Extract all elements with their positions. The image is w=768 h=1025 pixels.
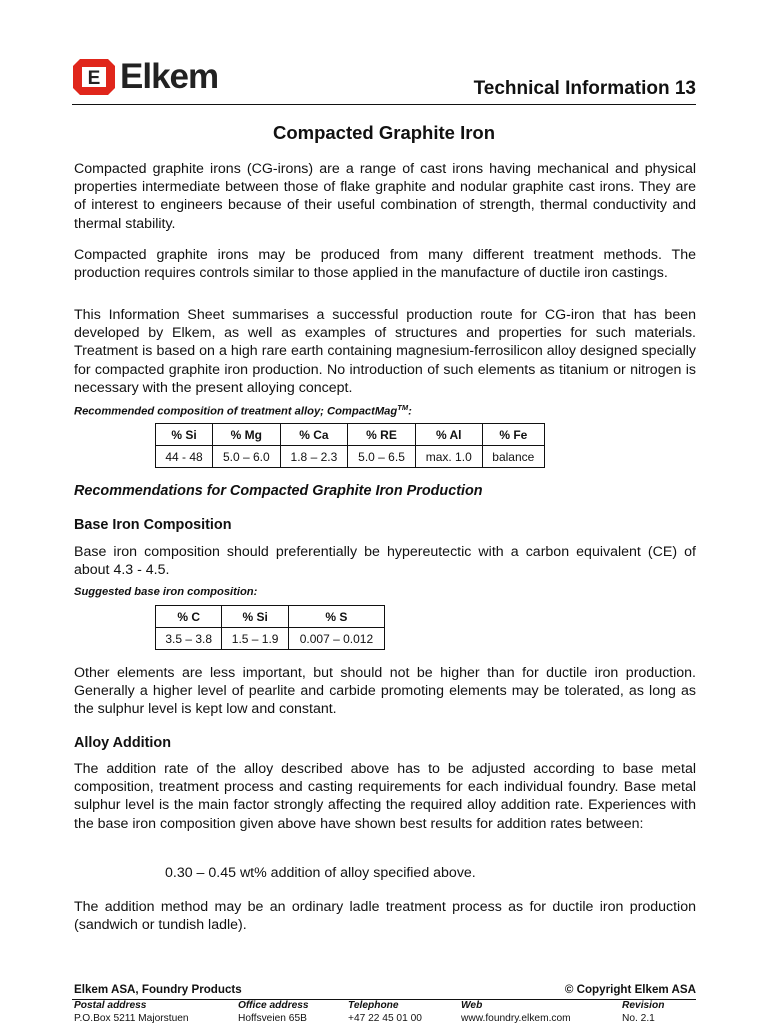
footer-company: Elkem ASA, Foundry Products — [74, 983, 242, 996]
header-divider — [72, 104, 696, 105]
footer-office-address — [238, 1000, 309, 1025]
footer-value: +47 22 45 01 00 — [348, 1013, 422, 1025]
treatment-alloy-caption: Recommended composition of treatment alloy; CompactMag™: — [74, 403, 412, 418]
logo-mark-letter: E — [88, 68, 101, 89]
footer-label: Web — [461, 1000, 571, 1013]
addition-method-paragraph: The addition method may be an ordinary ladle treatment process as for ductile iron production (sandwich or tundish ladle). — [74, 898, 696, 934]
elkem-logo — [72, 56, 218, 98]
footer-copyright: © Copyright Elkem ASA — [565, 983, 696, 996]
table-cell: 1.8 – 2.3 — [280, 446, 348, 468]
table-header-cell: % Si — [156, 424, 213, 446]
table-header-cell: % Al — [415, 424, 482, 446]
footer-label: Postal address — [74, 1000, 189, 1013]
footer-label: Telephone — [348, 1000, 422, 1013]
table-header-row — [156, 606, 385, 628]
header-title: Technical Information 13 — [474, 78, 696, 100]
table-cell: 0.007 – 0.012 — [288, 628, 384, 650]
production-paragraph: Compacted graphite irons may be produced from many different treatment methods. The production requires controls similar to those applied in the manufacture of ductile iron castings. — [74, 246, 696, 282]
info-sheet-paragraph: This Information Sheet summarises a successful production route for CG-iron that has been developed by Elkem, as well as examples of structures and properties for such materials. Treatment is based on a high rare earth containing magnesium-ferrosilicon alloy designed specially for compacted graphite iron production. No introduction of such elements as titanium or nitrogen is necessary with the present alloying concept. — [74, 306, 696, 397]
table-cell: 1.5 – 1.9 — [222, 628, 288, 650]
elkem-logo-mark-icon — [72, 57, 116, 97]
table-header-row — [156, 424, 545, 446]
table-header-cell: % Si — [222, 606, 288, 628]
table-cell: balance — [482, 446, 544, 468]
base-iron-caption: Suggested base iron composition: — [74, 586, 257, 598]
table-cell: 44 - 48 — [156, 446, 213, 468]
table-cell: 5.0 – 6.5 — [348, 446, 416, 468]
footer-web[interactable] — [461, 1000, 571, 1025]
table-header-cell: % Ca — [280, 424, 348, 446]
treatment-alloy-table — [155, 423, 545, 468]
intro-paragraph: Compacted graphite irons (CG-irons) are a range of cast irons having mechanical and physical properties intermediate between those of flake graphite and nodular graphite cast irons. They are of interest to engineers because of their useful combination of strength, thermal conductivity and thermal stability. — [74, 160, 696, 233]
base-iron-table — [155, 605, 385, 650]
alloy-addition-heading: Alloy Addition — [74, 735, 171, 751]
footer-value: Hoffsveien 65B — [238, 1013, 309, 1025]
base-iron-heading: Base Iron Composition — [74, 517, 232, 533]
footer-value: P.O.Box 5211 Majorstuen — [74, 1013, 189, 1025]
document-title: Compacted Graphite Iron — [0, 122, 768, 144]
table-header-cell: % S — [288, 606, 384, 628]
footer-web-link[interactable]: www.foundry.elkem.com — [461, 1013, 571, 1025]
table-row — [156, 628, 385, 650]
table-header-cell: % Fe — [482, 424, 544, 446]
table-header-cell: % C — [156, 606, 222, 628]
table-cell: 3.5 – 3.8 — [156, 628, 222, 650]
footer-postal-address — [74, 1000, 189, 1025]
footer-label: Office address — [238, 1000, 309, 1013]
table-header-cell: % Mg — [213, 424, 281, 446]
footer-revision — [622, 1000, 664, 1025]
table-row — [156, 446, 545, 468]
table-cell: 5.0 – 6.0 — [213, 446, 281, 468]
base-iron-paragraph: Base iron composition should preferentially be hypereutectic with a carbon equivalent (CE) of about 4.3 - 4.5. — [74, 543, 696, 579]
footer-telephone — [348, 1000, 422, 1025]
table-header-cell: % RE — [348, 424, 416, 446]
footer-label: Revision — [622, 1000, 664, 1013]
logo-wordmark: Elkem — [120, 57, 218, 97]
alloy-addition-paragraph: The addition rate of the alloy described above has to be adjusted according to base metal composition, treatment process and casting requirements for each individual foundry. Base metal sulphur level is the main factor strongly affecting the required alloy addition rate. Experiences with the base iron composition given above have shown best results for addition rates between: — [74, 760, 696, 833]
addition-rate-formula: 0.30 – 0.45 wt% addition of alloy specified above. — [165, 865, 476, 881]
footer-value: No. 2.1 — [622, 1013, 664, 1025]
table-cell: max. 1.0 — [415, 446, 482, 468]
other-elements-paragraph: Other elements are less important, but should not be higher than for ductile iron production. Generally a higher level of pearlite and carbide promoting elements may be tolerated, as long as the sulphur level is kept low and constant. — [74, 664, 696, 719]
recommendations-heading: Recommendations for Compacted Graphite Iron Production — [74, 483, 483, 499]
